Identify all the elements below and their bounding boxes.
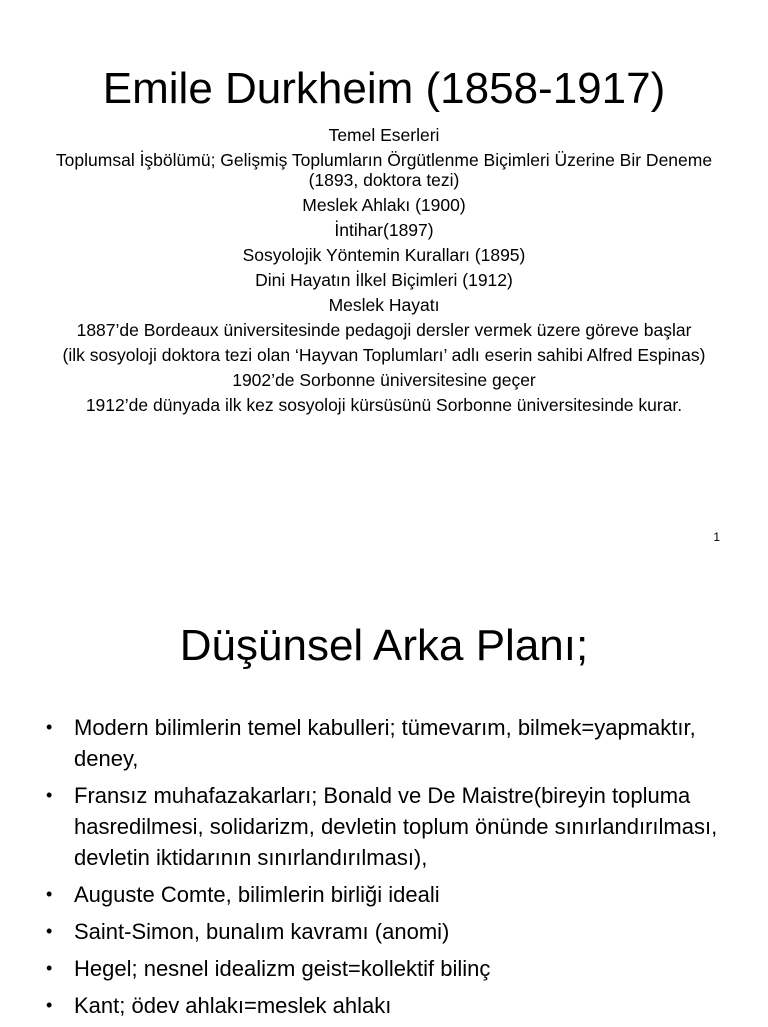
list-item [40, 879, 730, 910]
slide-2-title: Düşünsel Arka Planı; [179, 621, 589, 670]
slide-1-title: Emile Durkheim (1858-1917) [102, 64, 666, 113]
body-line-professional-ethics: Meslek Ahlakı (1900) [302, 195, 466, 215]
body-line-suicide: İntihar(1897) [334, 220, 434, 240]
list-item-text: Fransız muhafazakarları; Bonald ve De Maistre(bireyin topluma hasredilmesi, solidarizm, devletin toplum önünde sınırlandırılması, devletin iktidarının sınırlandırılması), [74, 783, 718, 870]
bullet-icon: • [46, 958, 53, 978]
slide-2 [0, 560, 768, 1024]
body-line-division-of-labour: Toplumsal İşbölümü; Gelişmiş Toplumların Örgütlenme Biçimleri Üzerine Bir Deneme (1893, doktora tezi) [55, 150, 713, 190]
bullet-icon: • [46, 995, 53, 1015]
body-line-works-heading: Temel Eserleri [328, 125, 440, 145]
bullet-icon: • [46, 884, 53, 904]
body-line-career-heading: Meslek Hayatı [328, 295, 440, 315]
body-line-bordeaux: 1887’de Bordeaux üniversitesinde pedagoji dersler vermek üzere göreve başlar [76, 320, 692, 340]
body-line-sociology-chair: 1912’de dünyada ilk kez sosyoloji kürsüsünü Sorbonne üniversitesinde kurar. [85, 395, 683, 415]
list-item [40, 953, 730, 984]
bullet-icon: • [46, 785, 53, 805]
slide-1-body [40, 125, 728, 420]
list-item-text: Auguste Comte, bilimlerin birliği ideali [74, 882, 440, 907]
body-line-sorbonne: 1902’de Sorbonne üniversitesine geçer [232, 370, 536, 390]
list-item-text: Kant; ödev ahlakı=meslek ahlakı [74, 993, 392, 1018]
list-item-text: Saint-Simon, bunalım kavramı (anomi) [74, 919, 450, 944]
list-item [40, 780, 730, 873]
list-item [40, 916, 730, 947]
bullet-icon: • [46, 921, 53, 941]
body-line-elementary-forms: Dini Hayatın İlkel Biçimleri (1912) [255, 270, 513, 290]
body-line-rules-of-method: Sosyolojik Yöntemin Kuralları (1895) [242, 245, 526, 265]
list-item-text: Modern bilimlerin temel kabulleri; tümevarım, bilmek=yapmaktır, deney, [74, 715, 696, 771]
list-item [40, 990, 730, 1021]
bullet-list [40, 712, 730, 1027]
list-item [40, 712, 730, 774]
bullet-icon: • [46, 717, 53, 737]
list-item-text: Hegel; nesnel idealizm geist=kollektif bilinç [74, 956, 491, 981]
body-line-espinas: (ilk sosyoloji doktora tezi olan ‘Hayvan Toplumları’ adlı eserin sahibi Alfred Espinas) [62, 345, 706, 365]
page-number: 1 [713, 530, 720, 544]
